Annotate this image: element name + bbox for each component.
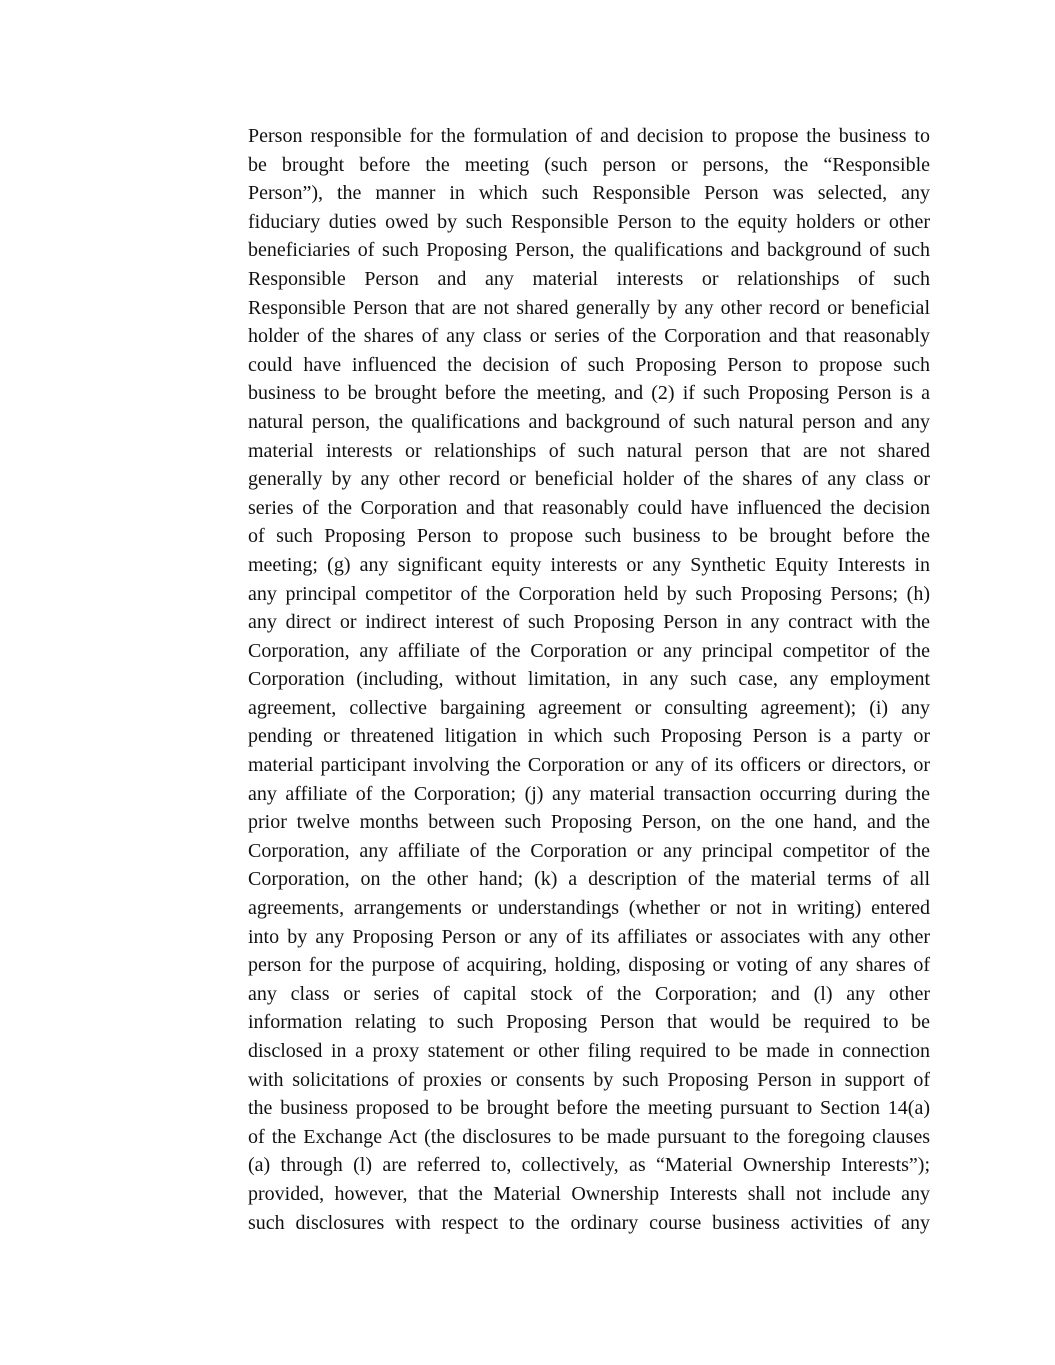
- text-line: beneficiaries of such Proposing Person, the qualifications and background of such: [248, 239, 930, 262]
- text-line: any affiliate of the Corporation; (j) any material transaction occurring during the: [248, 782, 930, 805]
- text-line: with solicitations of proxies or consents by such Proposing Person in support of: [248, 1068, 930, 1091]
- text-line: any principal competitor of the Corporation held by such Proposing Persons; (h): [248, 582, 930, 605]
- text-line: information relating to such Proposing Person that would be required to be: [248, 1011, 930, 1034]
- text-line: Responsible Person and any material interests or relationships of such: [248, 267, 930, 290]
- text-line: into by any Proposing Person or any of its affiliates or associates with any other: [248, 925, 930, 948]
- text-line: of the Exchange Act (the disclosures to be made pursuant to the foregoing clauses: [248, 1125, 930, 1148]
- text-line: prior twelve months between such Proposing Person, on the one hand, and the: [248, 811, 930, 834]
- text-line: could have influenced the decision of such Proposing Person to propose such: [248, 353, 930, 376]
- text-line: any class or series of capital stock of the Corporation; and (l) any other: [248, 982, 930, 1005]
- text-line: provided, however, that the Material Ownership Interests shall not include any: [248, 1182, 930, 1205]
- text-line: meeting; (g) any significant equity interests or any Synthetic Equity Interests in: [248, 553, 930, 576]
- text-line: pending or threatened litigation in which such Proposing Person is a party or: [248, 725, 930, 748]
- text-line: disclosed in a proxy statement or other filing required to be made in connection: [248, 1040, 930, 1062]
- text-line: holder of the shares of any class or series of the Corporation and that reasonably: [248, 325, 930, 348]
- text-line: material participant involving the Corporation or any of its officers or directors, or: [248, 754, 930, 777]
- text-line: series of the Corporation and that reasonably could have influenced the decision: [248, 496, 930, 519]
- text-line: agreements, arrangements or understandings (whether or not in writing) entered: [248, 897, 930, 920]
- text-line: material interests or relationships of such natural person that are not shared: [248, 439, 930, 462]
- text-line: any direct or indirect interest of such Proposing Person in any contract with the: [248, 611, 930, 634]
- text-line: Corporation, any affiliate of the Corporation or any principal competitor of the: [248, 839, 930, 862]
- text-line: generally by any other record or beneficial holder of the shares of any class or: [248, 468, 930, 491]
- text-line: of such Proposing Person to propose such business to be brought before the: [248, 525, 930, 548]
- text-line: Person responsible for the formulation of and decision to propose the business to: [248, 125, 930, 147]
- body-paragraph: [248, 122, 930, 1237]
- text-line: be brought before the meeting (such person or persons, the “Responsible: [248, 153, 930, 176]
- text-line: natural person, the qualifications and background of such natural person and any: [248, 410, 930, 433]
- text-line: business to be brought before the meeting, and (2) if such Proposing Person is a: [248, 382, 930, 405]
- text-line: Corporation, on the other hand; (k) a description of the material terms of all: [248, 868, 930, 891]
- text-line: the business proposed to be brought before the meeting pursuant to Section 14(a): [248, 1097, 930, 1120]
- text-line: agreement, collective bargaining agreement or consulting agreement); (i) any: [248, 696, 930, 719]
- text-line: fiduciary duties owed by such Responsible Person to the equity holders or other: [248, 210, 930, 233]
- text-line: person for the purpose of acquiring, holding, disposing or voting of any shares of: [248, 954, 930, 977]
- text-line: (a) through (l) are referred to, collectively, as “Material Ownership Interests”);: [248, 1154, 930, 1177]
- text-line: Person”), the manner in which such Responsible Person was selected, any: [248, 182, 930, 205]
- text-line: such disclosures with respect to the ordinary course business activities of any: [248, 1211, 930, 1234]
- text-line: Corporation, any affiliate of the Corporation or any principal competitor of the: [248, 639, 930, 662]
- text-line: Corporation (including, without limitation, in any such case, any employment: [248, 668, 930, 691]
- text-line: Responsible Person that are not shared generally by any other record or beneficial: [248, 296, 930, 319]
